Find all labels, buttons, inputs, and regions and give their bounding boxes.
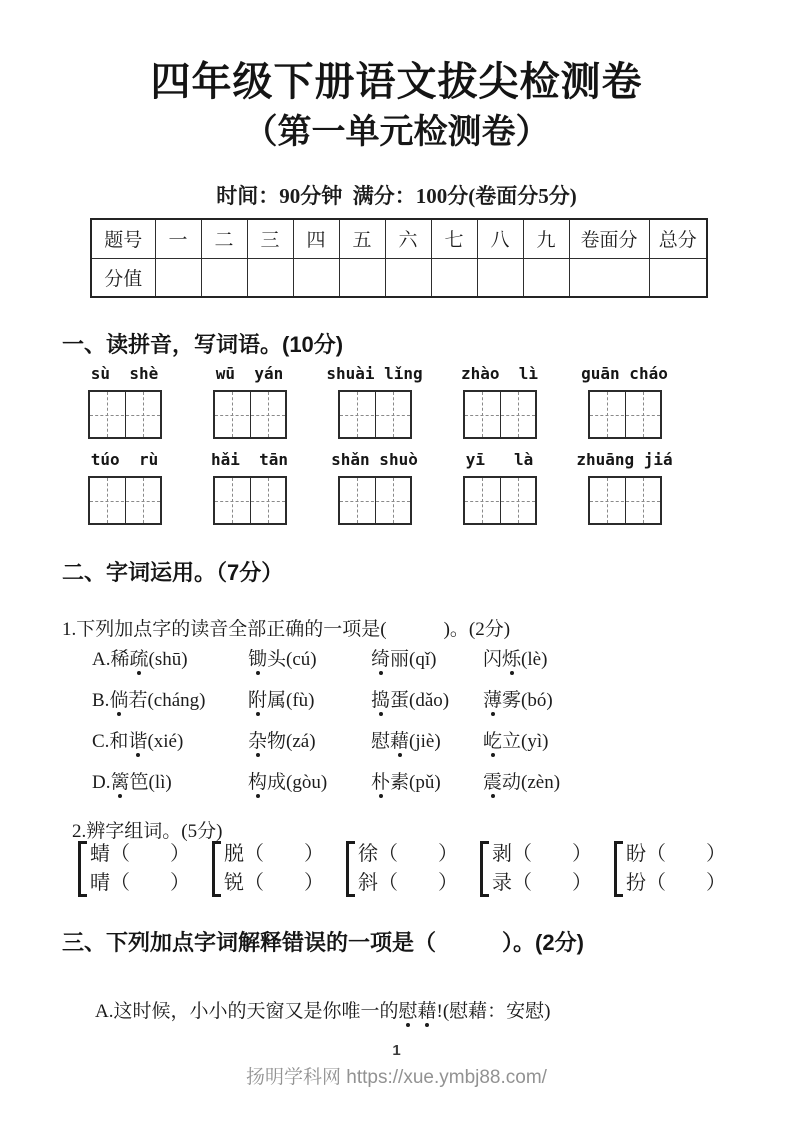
score-header-cell: 八 xyxy=(477,219,523,258)
score-table xyxy=(90,218,708,298)
writing-box-row-2 xyxy=(62,476,722,525)
writing-box xyxy=(588,390,662,439)
pinyin-label: zhuāng jiá xyxy=(576,450,673,469)
question-1-options xyxy=(92,637,752,801)
score-header-cell: 总分 xyxy=(649,219,707,258)
score-header-cell: 四 xyxy=(293,219,339,258)
writing-box xyxy=(463,476,537,525)
score-blank-cell xyxy=(339,258,385,297)
score-header-cell: 九 xyxy=(523,219,569,258)
pinyin-label: shǎn shuò xyxy=(331,450,418,469)
option-a-item: 闪烁(lè) xyxy=(483,644,752,671)
character-pair-group xyxy=(614,841,726,897)
pinyin-label: hǎi tān xyxy=(210,450,289,469)
character-pair-row xyxy=(78,841,778,897)
character-pair-group xyxy=(480,841,592,897)
page-subtitle: （第一单元检测卷） xyxy=(243,113,550,151)
pair-top: 蜻（ ） xyxy=(90,843,190,865)
score-header-cell: 七 xyxy=(431,219,477,258)
option-c-item: C.和谐(xié) xyxy=(92,726,248,753)
option-c-item: 杂物(zá) xyxy=(248,726,371,753)
bracket-icon xyxy=(212,841,221,897)
option-a-item: A.稀疏(shū) xyxy=(92,644,248,671)
writing-box xyxy=(213,390,287,439)
pair-top: 剥（ ） xyxy=(492,843,592,865)
exam-info-line: 时间：90分钟 满分：100分(卷面分5分) xyxy=(216,184,577,208)
pair-bottom: 录（ ） xyxy=(492,872,592,894)
option-c-item: 慰藉(jiè) xyxy=(371,726,483,753)
pair-top: 盼（ ） xyxy=(626,843,726,865)
option-a-item: 绮丽(qǐ) xyxy=(371,644,483,671)
pinyin-label: shuài lǐng xyxy=(326,364,423,383)
pair-top: 徐（ ） xyxy=(358,843,458,865)
option-b-item: 附属(fù) xyxy=(248,685,371,712)
score-blank-cell xyxy=(477,258,523,297)
score-header-cell: 卷面分 xyxy=(569,219,649,258)
bracket-icon xyxy=(346,841,355,897)
writing-box xyxy=(88,390,162,439)
bracket-icon xyxy=(614,841,623,897)
score-header-cell: 题号 xyxy=(91,219,155,258)
character-pair-group xyxy=(212,841,324,897)
pair-bottom: 锐（ ） xyxy=(224,872,324,894)
section-one-heading: 一、读拼音，写词语。(10分) xyxy=(62,332,344,357)
pinyin-label: sù shè xyxy=(90,364,159,383)
pair-bottom: 晴（ ） xyxy=(90,872,190,894)
score-table-header-row xyxy=(91,219,707,258)
score-blank-cell xyxy=(649,258,707,297)
writing-box xyxy=(88,476,162,525)
pinyin-label: guān cháo xyxy=(581,364,668,383)
score-blank-cell xyxy=(523,258,569,297)
writing-box xyxy=(463,390,537,439)
bracket-icon xyxy=(480,841,489,897)
score-blank-cell xyxy=(201,258,247,297)
score-header-cell: 五 xyxy=(339,219,385,258)
score-blank-cell xyxy=(293,258,339,297)
pinyin-label: wū yán xyxy=(215,364,284,383)
option-b-item: B.倘若(cháng) xyxy=(92,685,248,712)
score-header-cell: 二 xyxy=(201,219,247,258)
page-number: 1 xyxy=(392,1042,401,1059)
score-row-label: 分值 xyxy=(91,258,155,297)
score-blank-cell xyxy=(569,258,649,297)
pinyin-label: zhào lì xyxy=(460,364,539,383)
pinyin-label: yī là xyxy=(465,450,534,469)
score-blank-cell xyxy=(247,258,293,297)
score-blank-cell xyxy=(385,258,431,297)
section-three-option-a: A.这时候，小小的天窗又是你唯一的慰藉!(慰藉：安慰) xyxy=(95,996,551,1023)
score-header-cell: 三 xyxy=(247,219,293,258)
pinyin-label: túo rù xyxy=(90,450,159,469)
character-pair-group xyxy=(78,841,190,897)
option-b-item: 薄雾(bó) xyxy=(483,685,752,712)
option-d-item: 朴素(pǔ) xyxy=(371,767,483,794)
section-two-heading: 二、字词运用。（7分） xyxy=(62,560,284,585)
option-a-item: 锄头(cú) xyxy=(248,644,371,671)
pair-bottom: 扮（ ） xyxy=(626,872,726,894)
page-title: 四年级下册语文拔尖检测卷 xyxy=(150,60,643,104)
pinyin-row-1 xyxy=(62,364,722,383)
option-d-item: 构成(gòu) xyxy=(248,767,371,794)
score-header-cell: 六 xyxy=(385,219,431,258)
score-header-cell: 一 xyxy=(155,219,201,258)
pinyin-row-2 xyxy=(62,450,722,469)
option-c-item: 屹立(yì) xyxy=(483,726,752,753)
pair-bottom: 斜（ ） xyxy=(358,872,458,894)
question-2-prompt: 2.辨字组词。(5分) xyxy=(72,821,223,842)
question-1-prompt: 1.下列加点字的读音全部正确的一项是( )。(2分) xyxy=(62,619,511,640)
writing-box xyxy=(588,476,662,525)
option-d-item: D.篱笆(lì) xyxy=(92,767,248,794)
site-watermark: 扬明学科网 https://xue.ymbj88.com/ xyxy=(246,1067,547,1088)
option-d-item: 震动(zèn) xyxy=(483,767,752,794)
bracket-icon xyxy=(78,841,87,897)
score-blank-cell xyxy=(431,258,477,297)
character-pair-group xyxy=(346,841,458,897)
score-blank-cell xyxy=(155,258,201,297)
score-table-value-row xyxy=(91,258,707,297)
pair-top: 脱（ ） xyxy=(224,843,324,865)
writing-box xyxy=(338,390,412,439)
writing-box xyxy=(338,476,412,525)
writing-box-row-1 xyxy=(62,390,722,439)
writing-box xyxy=(213,476,287,525)
section-three-heading: 三、下列加点字词解释错误的一项是（ ）。(2分) xyxy=(62,930,584,955)
option-b-item: 捣蛋(dǎo) xyxy=(371,685,483,712)
